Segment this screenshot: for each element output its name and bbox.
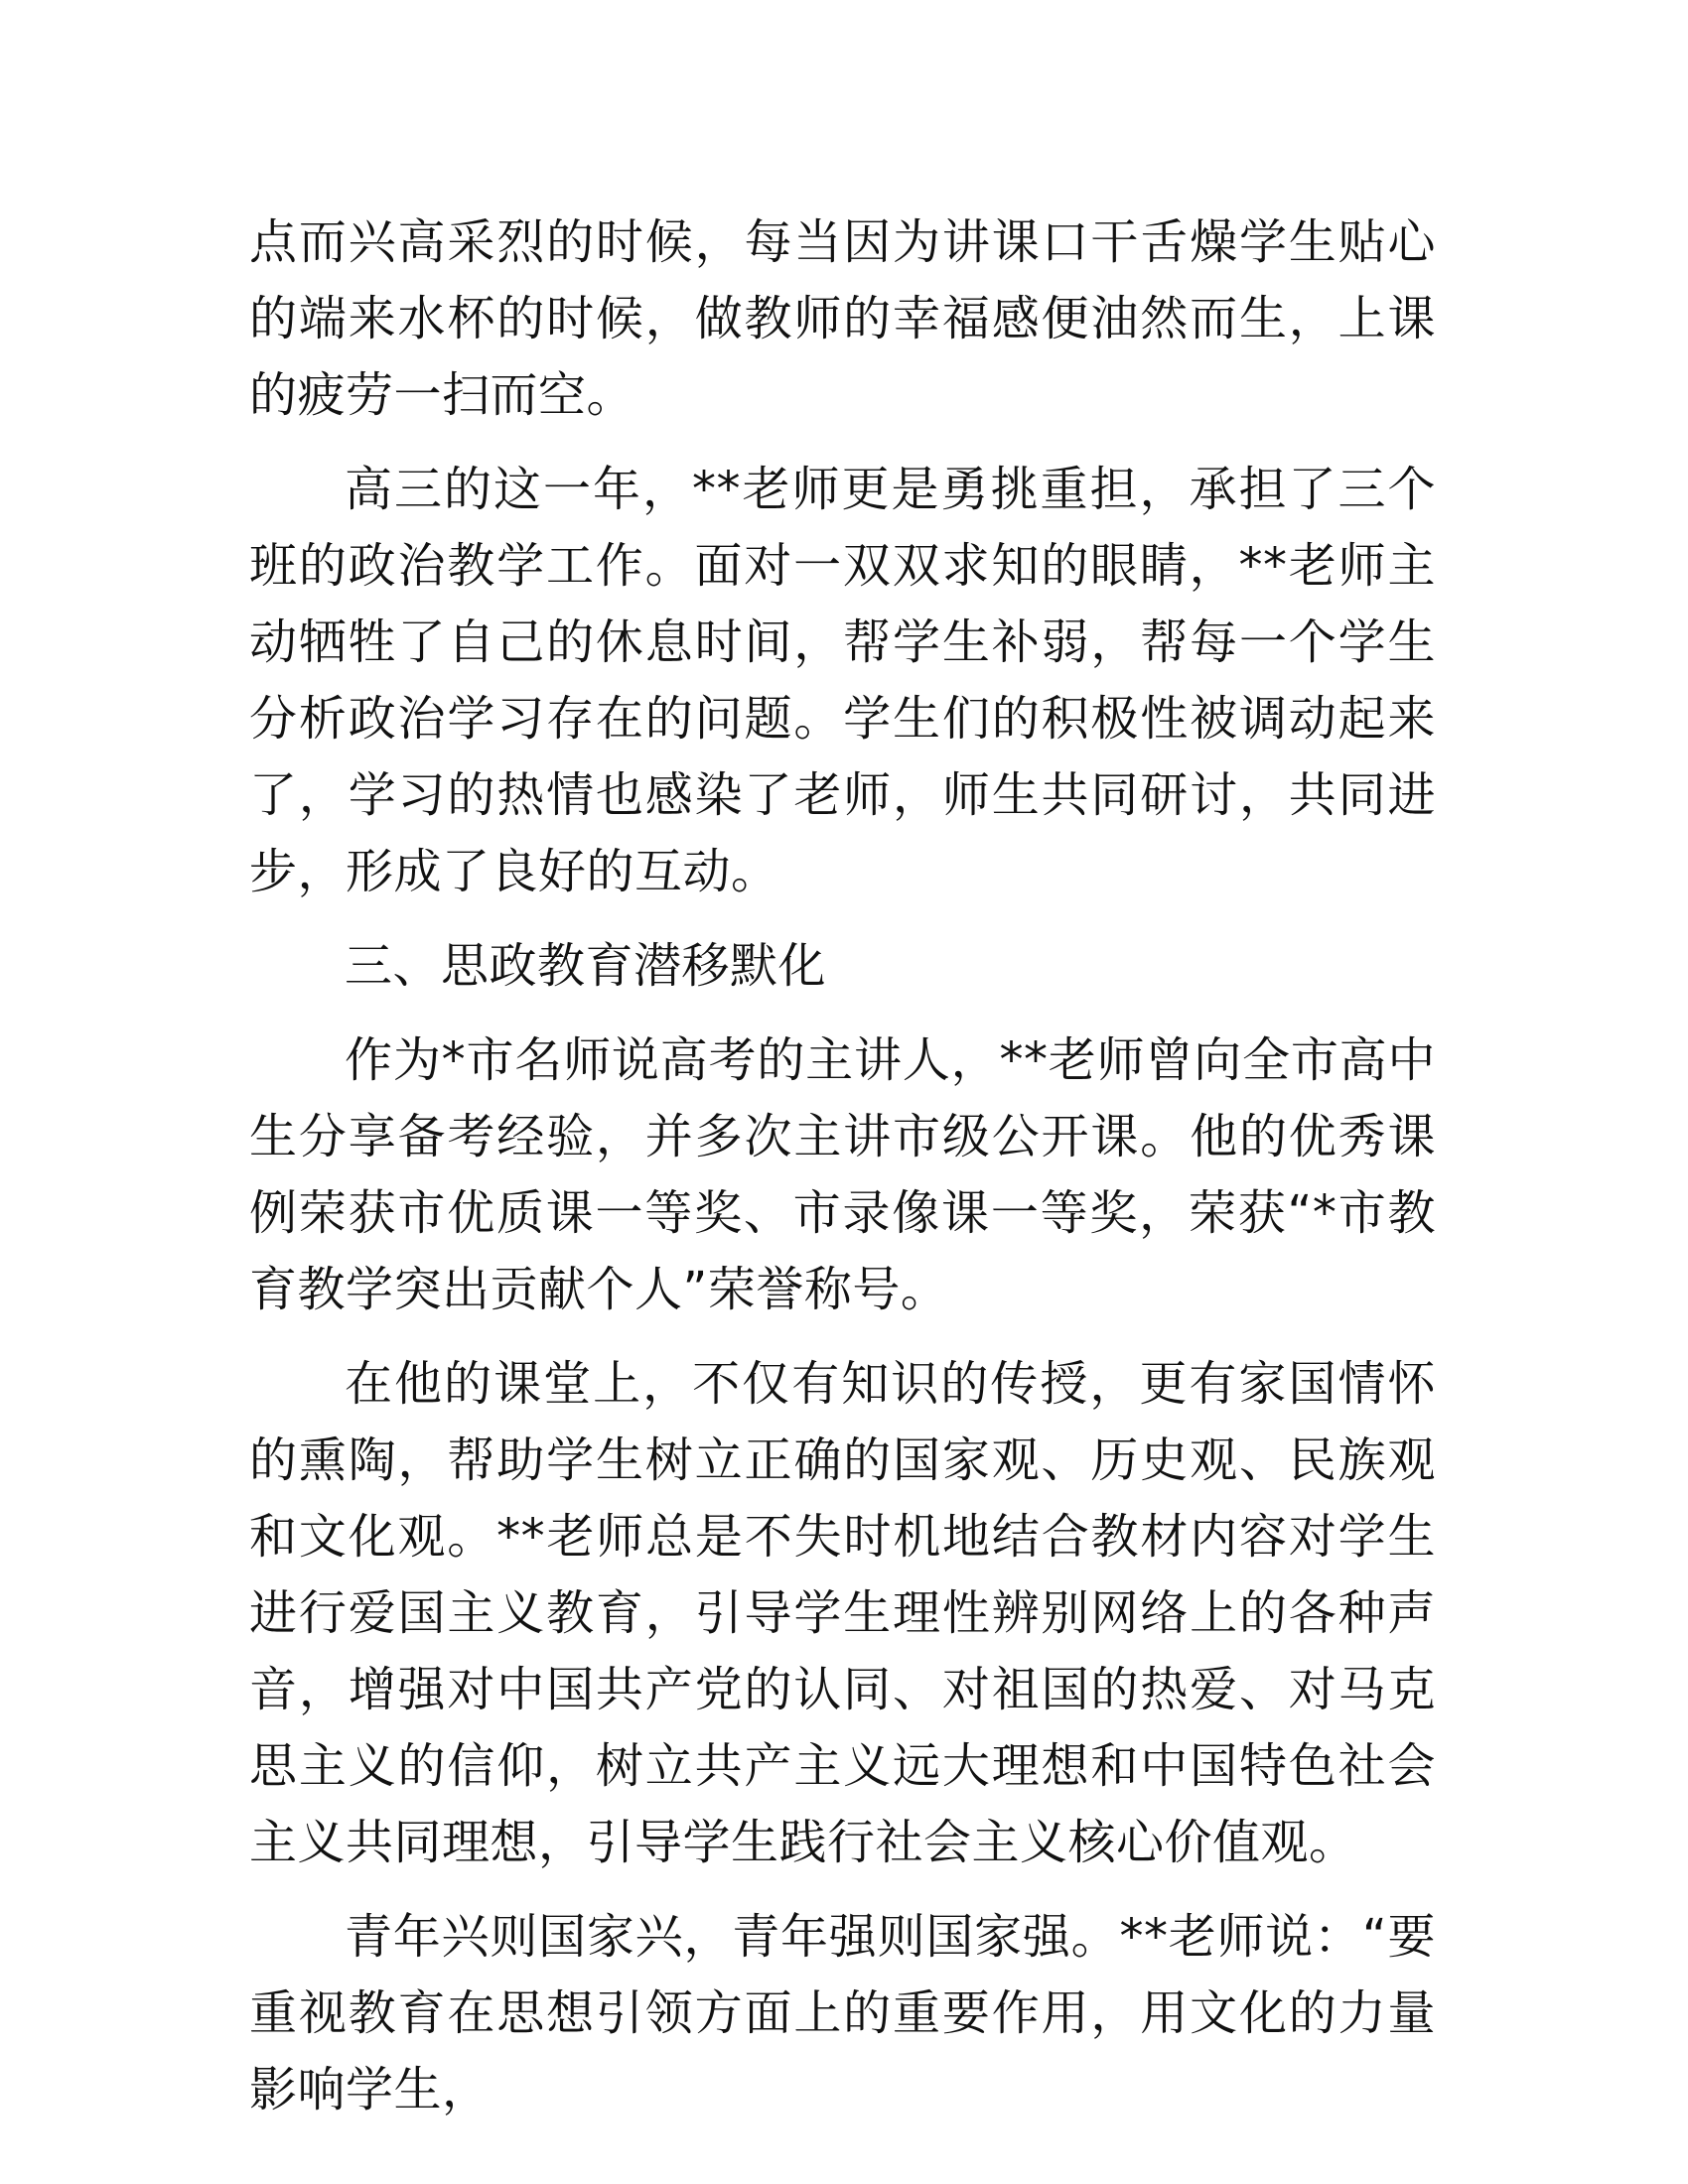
paragraph-youth: 青年兴则国家兴，青年强则国家强。**老师说：“要重视教育在思想引领方面上的重要作用，用文化的力量影响学生， (249, 1909, 1436, 2117)
paragraph-senior-year: 高三的这一年，**老师更是勇挑重担，承担了三个班的政治教学工作。面对一双双求知的眼睛，**老师主动牺牲了自己的休息时间，帮学生补弱，帮每一个学生分析政治学习存在的问题。学生们的积极性被调动起来了，学习的热情也感染了老师，师生共同研讨，共同进步，形成了良好的互动。 (249, 462, 1436, 899)
paragraph-lecturer: 作为*市名师说高考的主讲人，**老师曾向全市高中生分享备考经验，并多次主讲市级公开课。他的优秀课例荣获市优质课一等奖、市录像课一等奖，荣获“*市教育教学突出贡献个人”荣誉称号。 (249, 1032, 1436, 1317)
paragraph-continuation: 点而兴高采烈的时候，每当因为讲课口干舌燥学生贴心的端来水杯的时候，做教师的幸福感便油然而生，上课的疲劳一扫而空。 (249, 214, 1436, 423)
section-heading: 三、思政教育潜移默化 (345, 938, 827, 994)
paragraph-classroom: 在他的课堂上，不仅有知识的传授，更有家国情怀的熏陶，帮助学生树立正确的国家观、历史观、民族观和文化观。**老师总是不失时机地结合教材内容对学生进行爱国主义教育，引导学生理性辨别网络上的各种声音，增强对中国共产党的认同、对祖国的热爱、对马克思主义的信仰，树立共产主义远大理想和中国特色社会主义共同理想，引导学生践行社会主义核心价值观。 (249, 1356, 1436, 1870)
document-body (249, 205, 1436, 2146)
